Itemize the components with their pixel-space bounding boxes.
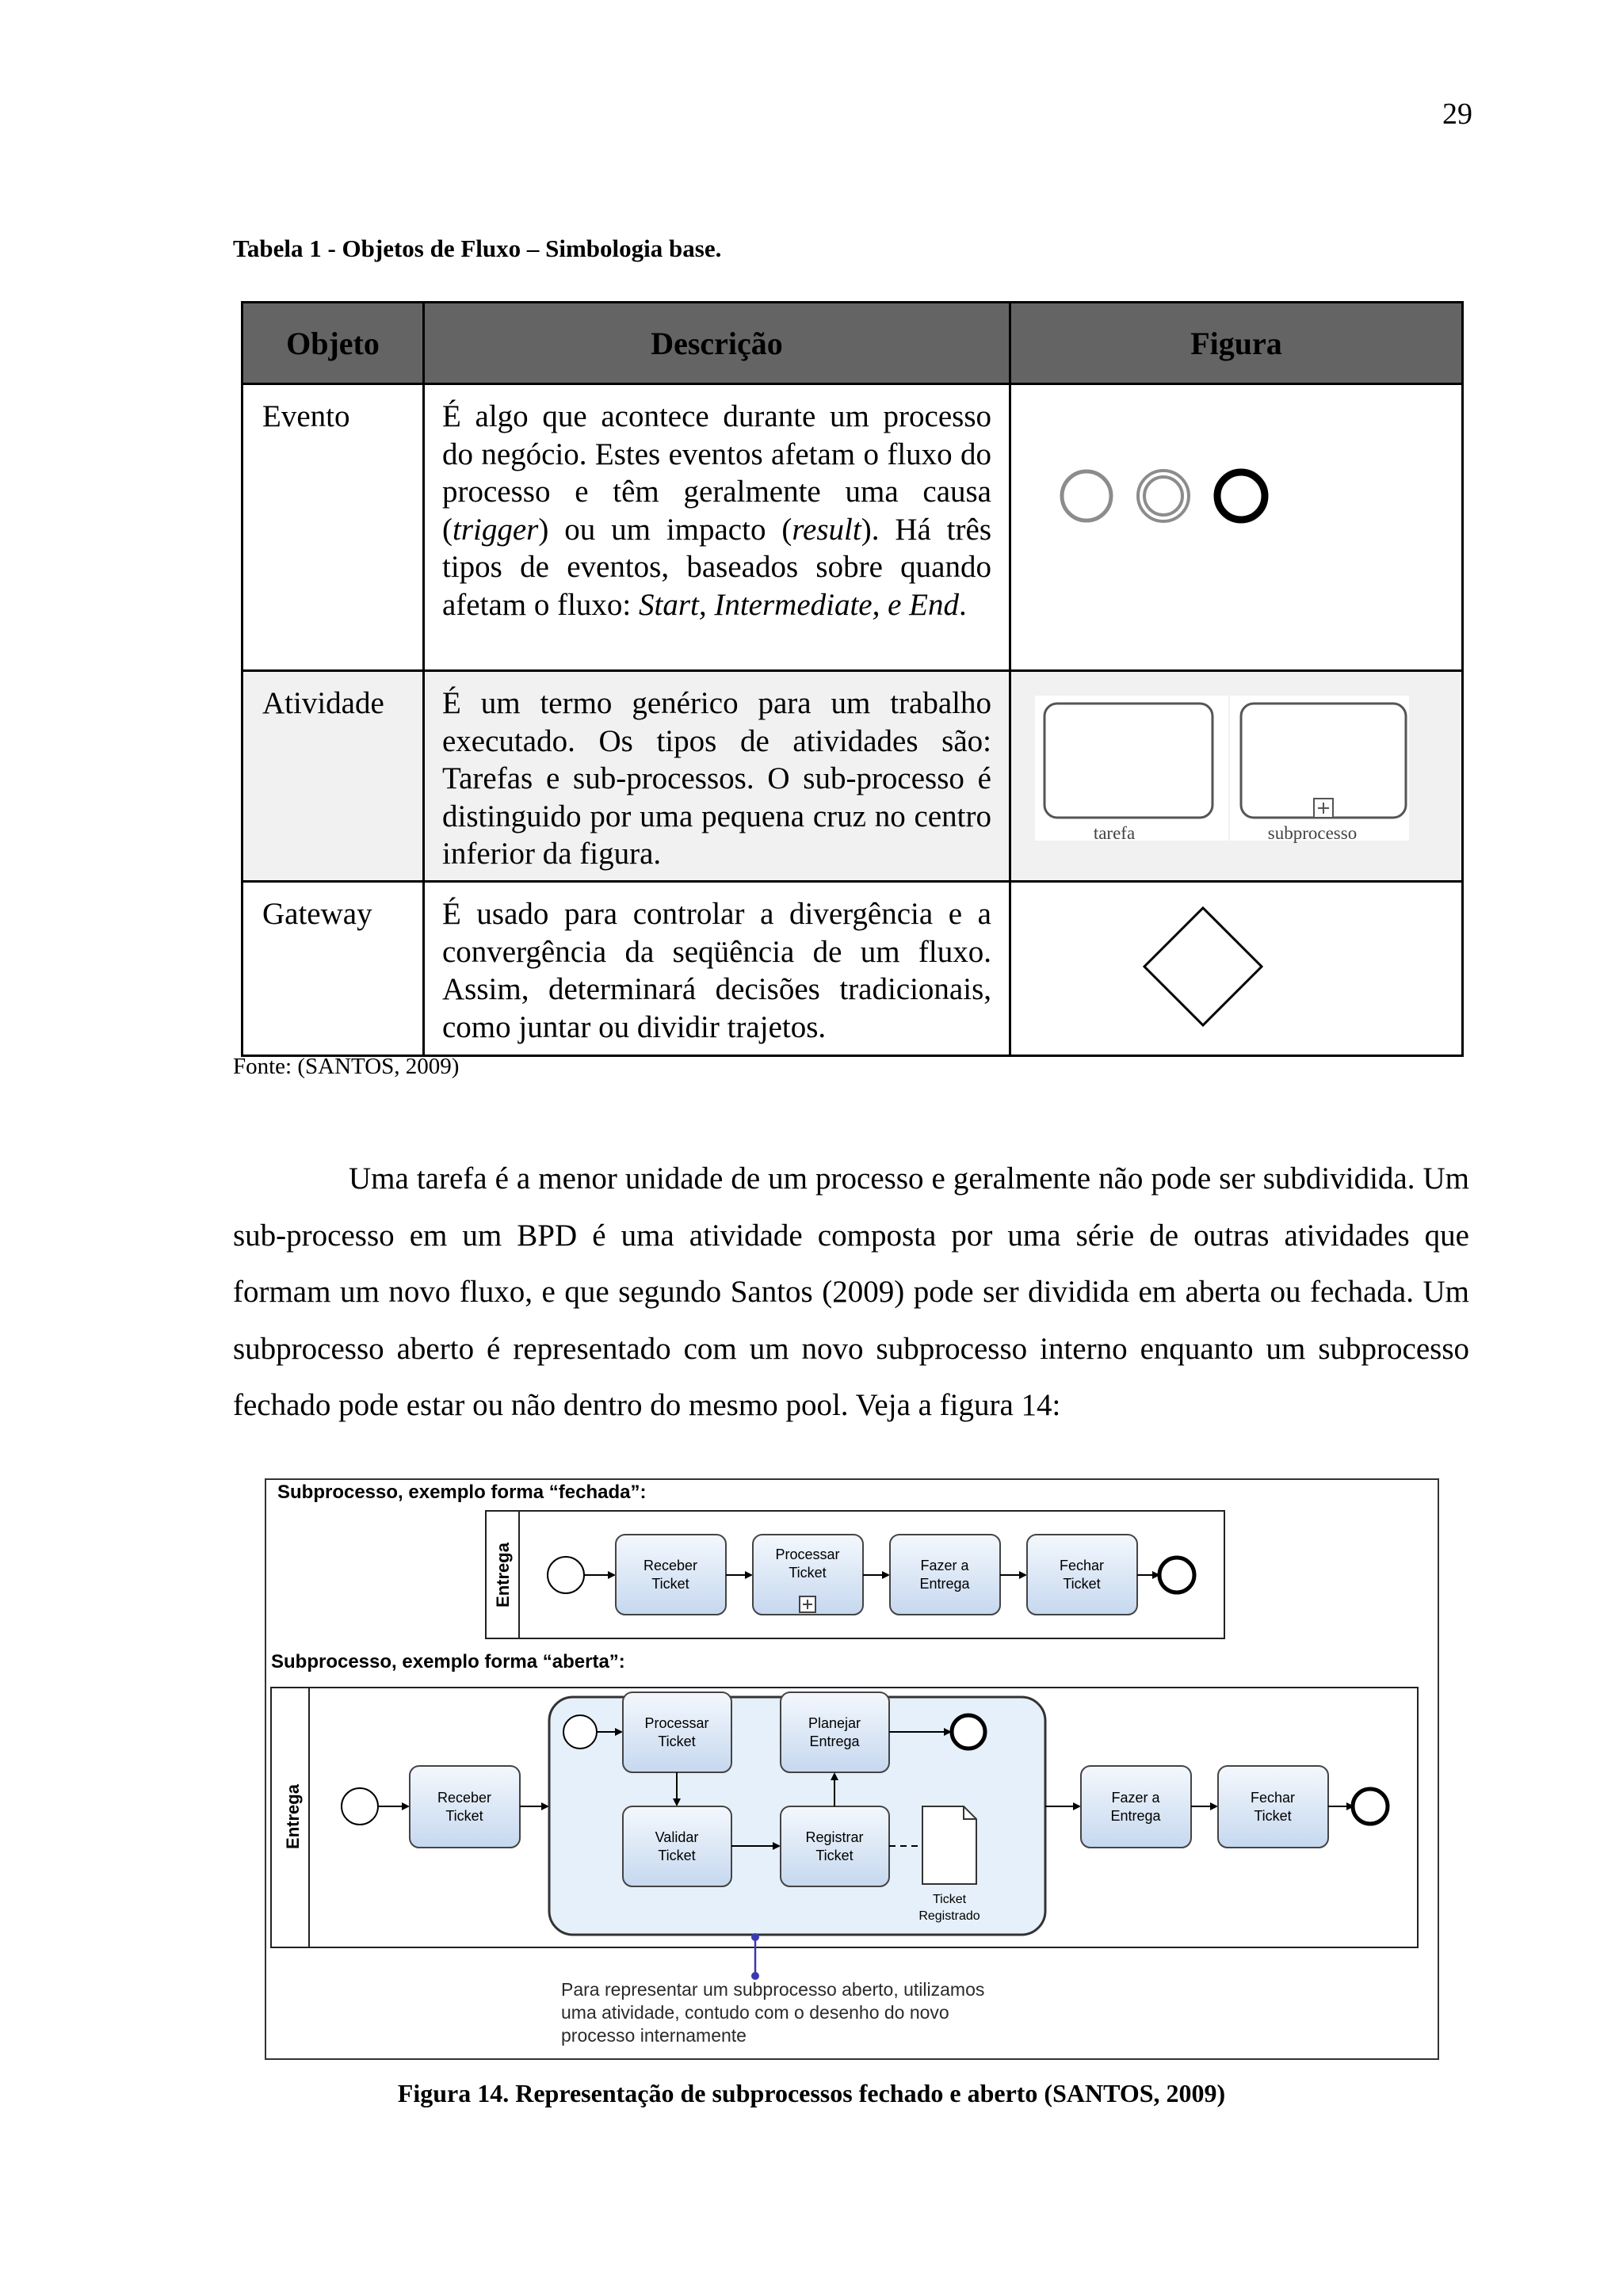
svg-text:Entrega: Entrega bbox=[1110, 1808, 1161, 1824]
description-cell: É um termo genérico para um trabalho executado. Os tipos de atividades são: Tarefas e sub-processos. O sub-processo é distinguido por uma pequena cruz no centro inferior da figura. bbox=[424, 671, 1010, 882]
page-number: 29 bbox=[1442, 97, 1472, 131]
start-event-icon bbox=[563, 1715, 597, 1749]
svg-text:Ticket: Ticket bbox=[658, 1733, 696, 1749]
body-paragraph: Uma tarefa é a menor unidade de um processo e geralmente não pode ser subdividida. Um sub-processo em um BPD é uma atividade composta por uma série de outras atividades que formam um novo fluxo, e que segundo Santos (2009) pode ser dividida em aberta ou fechada. Um subprocesso aberto é representado com um novo subprocesso interno enquanto um subprocesso fechado pode estar ou não dentro do mesmo pool. Veja a figura 14: bbox=[233, 1161, 1469, 1422]
svg-text:Ticket: Ticket bbox=[1254, 1808, 1292, 1824]
header-description: Descrição bbox=[424, 303, 1010, 384]
description-cell: É algo que acontece durante um processo do negócio. Estes eventos afetam o fluxo do processo e têm geralmente uma causa (trigger) ou um impacto (result). Há três tipos de eventos, baseados sobre quando afetam o fluxo: Start, Intermediate, e End. bbox=[424, 384, 1010, 671]
gateway-symbol bbox=[1011, 883, 1464, 1055]
svg-text:Entrega: Entrega bbox=[809, 1733, 860, 1749]
task-processar-ticket bbox=[623, 1692, 731, 1772]
svg-text:Processar: Processar bbox=[644, 1715, 709, 1731]
svg-text:Fazer a: Fazer a bbox=[1111, 1790, 1160, 1806]
data-object-icon bbox=[922, 1806, 976, 1884]
svg-text:Planejar: Planejar bbox=[808, 1715, 861, 1731]
task-receber-ticket bbox=[616, 1535, 726, 1615]
svg-text:Ticket: Ticket bbox=[445, 1808, 483, 1824]
header-figure: Figura bbox=[1010, 303, 1463, 384]
figure-14 bbox=[265, 1478, 1439, 2060]
task-registrar-ticket bbox=[781, 1806, 889, 1886]
object-cell: Gateway bbox=[242, 882, 424, 1056]
figure-cell bbox=[1010, 882, 1463, 1056]
subprocess-icon bbox=[1241, 704, 1406, 818]
annotation-text: uma atividade, contudo com o desenho do novo bbox=[561, 2002, 949, 2023]
task-receber-ticket bbox=[410, 1766, 520, 1848]
table-source: Fonte: (SANTOS, 2009) bbox=[233, 1054, 460, 1079]
svg-text:Entrega: Entrega bbox=[919, 1576, 970, 1592]
open-subprocess-title: Subprocesso, exemplo forma “aberta”: bbox=[271, 1651, 625, 1672]
task-fechar-ticket bbox=[1027, 1535, 1137, 1615]
svg-text:Processar: Processar bbox=[775, 1547, 840, 1562]
svg-text:Fechar: Fechar bbox=[1059, 1558, 1105, 1573]
svg-text:Receber: Receber bbox=[643, 1558, 698, 1573]
intermediate-event-icon bbox=[1138, 471, 1189, 521]
figure-cell bbox=[1010, 671, 1463, 882]
task-planejar-entrega bbox=[781, 1692, 889, 1772]
task-label: tarefa bbox=[1093, 823, 1136, 843]
task-validar-ticket bbox=[623, 1806, 731, 1886]
svg-text:Ticket: Ticket bbox=[1063, 1576, 1101, 1592]
data-object-label: Ticket bbox=[932, 1893, 967, 1906]
svg-text:Ticket: Ticket bbox=[658, 1848, 696, 1863]
svg-text:Registrar: Registrar bbox=[805, 1829, 864, 1845]
table-header-row bbox=[242, 303, 1463, 384]
figure-caption: Figura 14. Representação de subprocessos fechado e aberto (SANTOS, 2009) bbox=[397, 2079, 1226, 2107]
data-object-label: Registrado bbox=[918, 1909, 980, 1923]
svg-text:Ticket: Ticket bbox=[815, 1848, 854, 1863]
task-fazer-entrega bbox=[890, 1535, 1000, 1615]
table-row-evento bbox=[242, 384, 1463, 671]
header-object: Objeto bbox=[242, 303, 424, 384]
event-symbols bbox=[1011, 385, 1464, 669]
task-icon bbox=[1044, 704, 1212, 818]
svg-text:Receber: Receber bbox=[437, 1790, 492, 1806]
svg-text:Ticket: Ticket bbox=[789, 1565, 827, 1581]
annotation-text: processo internamente bbox=[561, 2025, 747, 2046]
svg-text:Validar: Validar bbox=[655, 1829, 699, 1845]
table-caption: Tabela 1 - Objetos de Fluxo – Simbologia base. bbox=[233, 235, 722, 262]
flow-objects-table bbox=[241, 301, 1464, 1057]
table-row-atividade bbox=[242, 671, 1463, 882]
gateway-diamond-icon bbox=[1144, 908, 1262, 1025]
end-event-icon bbox=[952, 1715, 985, 1749]
lane-label: Entrega bbox=[283, 1784, 303, 1849]
end-event-icon bbox=[1217, 472, 1265, 520]
table-row-gateway bbox=[242, 882, 1463, 1056]
description-cell: É usado para controlar a divergência e a convergência da seqüência de um fluxo. Assim, determinará decisões tradicionais, como juntar ou dividir trajetos. bbox=[424, 882, 1010, 1056]
end-event-icon bbox=[1159, 1558, 1194, 1592]
object-cell: Atividade bbox=[242, 671, 424, 882]
start-event-icon bbox=[548, 1557, 584, 1593]
start-event-icon bbox=[1062, 471, 1111, 521]
subprocess-processar-ticket bbox=[753, 1535, 863, 1615]
task-fazer-entrega bbox=[1081, 1766, 1191, 1848]
activity-symbols bbox=[1011, 672, 1464, 880]
svg-text:Ticket: Ticket bbox=[651, 1576, 689, 1592]
annotation-text: Para representar um subprocesso aberto, utilizamos bbox=[561, 1979, 985, 2000]
start-event-icon bbox=[342, 1788, 378, 1825]
svg-text:Fazer a: Fazer a bbox=[920, 1558, 969, 1573]
end-event-icon bbox=[1353, 1789, 1388, 1824]
lane-label: Entrega bbox=[493, 1543, 513, 1608]
object-cell: Evento bbox=[242, 384, 424, 671]
task-fechar-ticket bbox=[1218, 1766, 1328, 1848]
closed-subprocess-title: Subprocesso, exemplo forma “fechada”: bbox=[277, 1482, 647, 1503]
subprocess-label: subprocesso bbox=[1267, 823, 1358, 843]
figure-cell bbox=[1010, 384, 1463, 671]
bpmn-diagram bbox=[266, 1480, 1438, 2058]
svg-text:Fechar: Fechar bbox=[1250, 1790, 1296, 1806]
